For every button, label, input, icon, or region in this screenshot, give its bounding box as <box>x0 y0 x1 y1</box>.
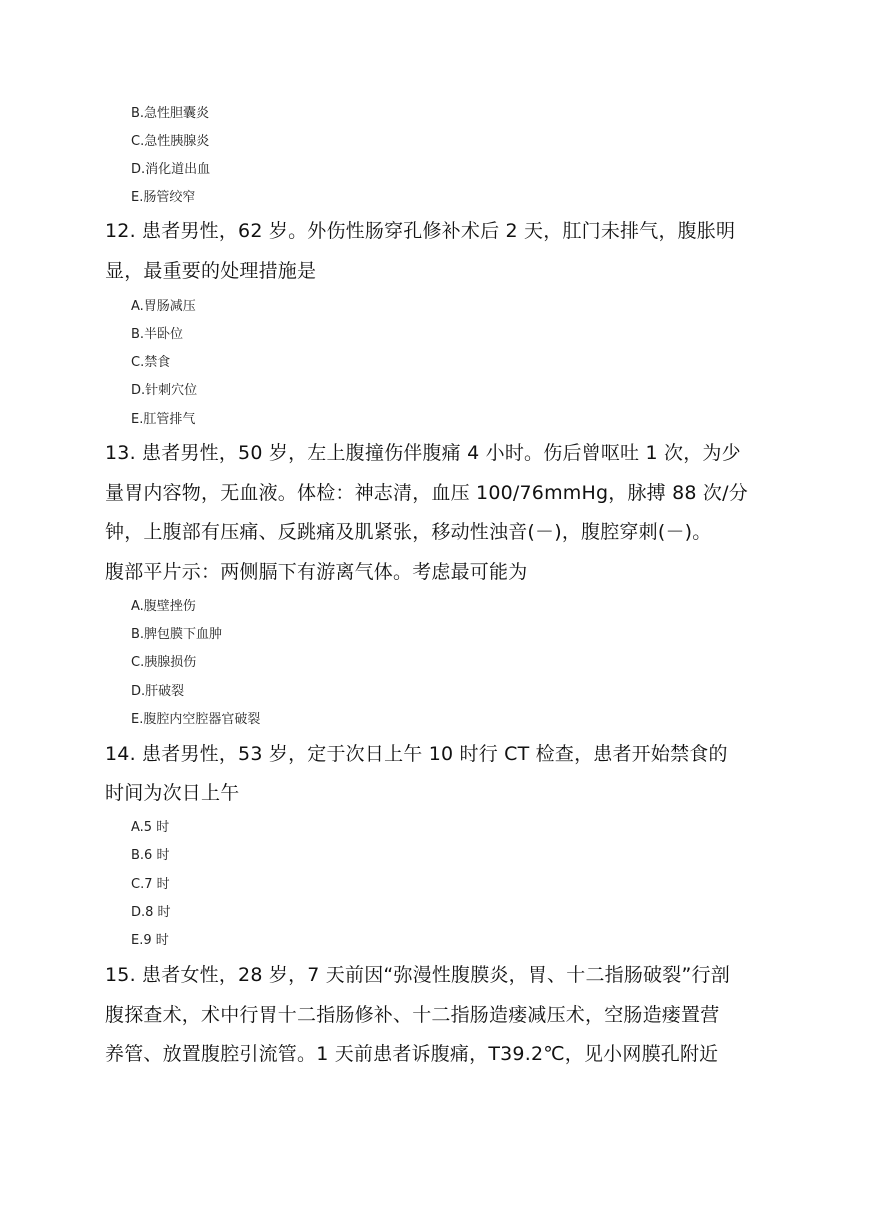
q12-text-line-2: 显，最重要的处理措施是 <box>105 260 317 282</box>
q14-option-c: C.7 时 <box>131 877 170 892</box>
q14-text-line-2: 时间为次日上午 <box>105 782 240 804</box>
q13-option-d: D.肝破裂 <box>131 684 185 699</box>
q15-text-line-2: 腹探查术，术中行胃十二指肠修补、十二指肠造瘘减压术，空肠造瘘置营 <box>105 1004 720 1026</box>
q15-text-line-1: 15. 患者女性，28 岁，7 天前因“弥漫性腹膜炎，胃、十二指肠破裂”行剖 <box>105 964 730 986</box>
q12-option-c: C.禁食 <box>131 355 171 370</box>
q12-option-b: B.半卧位 <box>131 327 184 342</box>
q13-text-line-4: 腹部平片示：两侧膈下有游离气体。考虑最可能为 <box>105 561 528 583</box>
q12-text-line-1: 12. 患者男性，62 岁。外伤性肠穿孔修补术后 2 天，肛门未排气，腹胀明 <box>105 220 736 242</box>
q11-option-c: C.急性胰腺炎 <box>131 134 210 149</box>
q13-option-e: E.腹腔内空腔器官破裂 <box>131 712 261 727</box>
q11-option-b: B.急性胆囊炎 <box>131 106 210 121</box>
q14-option-d: D.8 时 <box>131 905 171 920</box>
q12-option-e: E.肛管排气 <box>131 412 196 427</box>
q13-text-line-3: 钟，上腹部有压痛、反跳痛及肌紧张，移动性浊音(－)，腹腔穿刺(－)。 <box>105 521 712 543</box>
q14-option-a: A.5 时 <box>131 820 170 835</box>
q12-option-a: A.胃肠减压 <box>131 299 196 314</box>
q13-text-line-1: 13. 患者男性，50 岁，左上腹撞伤伴腹痛 4 小时。伤后曾呕吐 1 次，为少 <box>105 442 741 464</box>
q15-text-line-3: 养管、放置腹腔引流管。1 天前患者诉腹痛，T39.2℃，见小网膜孔附近 <box>105 1043 719 1065</box>
q14-option-b: B.6 时 <box>131 848 170 863</box>
q13-text-line-2: 量胃内容物，无血液。体检：神志清，血压 100/76mmHg，脉搏 88 次/分 <box>105 482 748 504</box>
q13-option-b: B.脾包膜下血肿 <box>131 627 223 642</box>
q14-text-line-1: 14. 患者男性，53 岁，定于次日上午 10 时行 CT 检查，患者开始禁食的 <box>105 743 728 765</box>
q11-option-d: D.消化道出血 <box>131 162 211 177</box>
q14-option-e: E.9 时 <box>131 933 169 948</box>
q13-option-a: A.腹壁挫伤 <box>131 599 196 614</box>
q12-option-d: D.针刺穴位 <box>131 383 198 398</box>
q13-option-c: C.胰腺损伤 <box>131 655 197 670</box>
q11-option-e: E.肠管绞窄 <box>131 190 196 205</box>
